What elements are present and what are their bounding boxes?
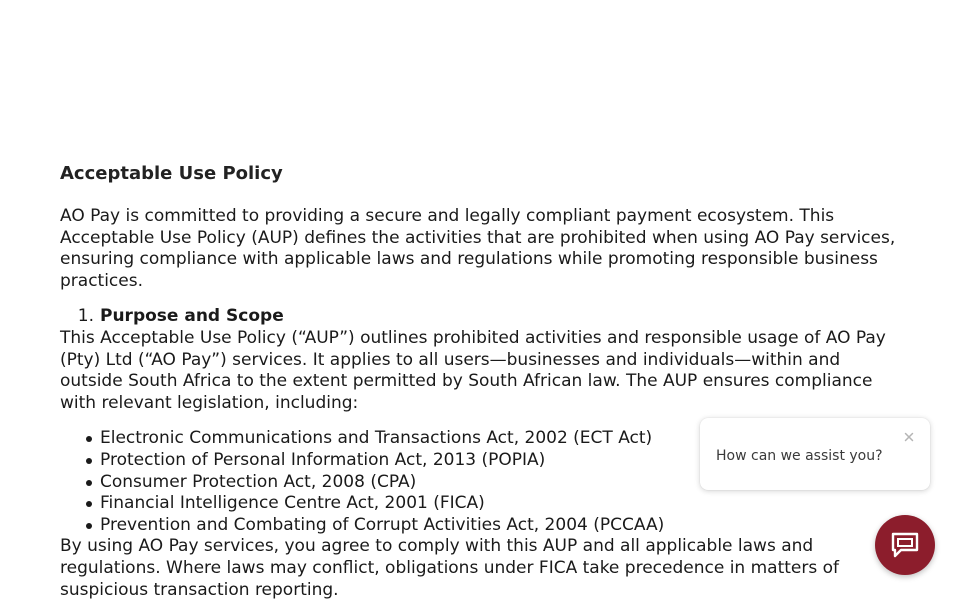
bullet-icon bbox=[86, 523, 92, 529]
list-item bbox=[60, 515, 905, 537]
policy-intro: AO Pay is committed to providing a secure and legally compliant payment ecosystem. This Acceptable Use Policy (AUP) defines the activities that are prohibited when using AO Pay services, ensuring compliance with applicable laws and regulations while promoting responsible business practices. bbox=[60, 206, 896, 291]
list-item-text: Consumer Protection Act, 2008 (CPA) bbox=[100, 471, 417, 492]
bullet-icon bbox=[86, 480, 92, 486]
chat-popup[interactable] bbox=[700, 418, 930, 490]
section-heading bbox=[60, 306, 905, 328]
policy-content bbox=[60, 162, 905, 600]
section-closing: By using AO Pay services, you agree to comply with this AUP and all applicable laws and regulations. Where laws may conflict, obligations under FICA take precedence in matters of suspicious transaction reporting. bbox=[60, 536, 840, 600]
bullet-icon bbox=[86, 458, 92, 464]
chat-prompt: How can we assist you? bbox=[716, 448, 883, 464]
page-title: Acceptable Use Policy bbox=[60, 163, 283, 184]
bullet-icon bbox=[86, 501, 92, 507]
bullet-icon bbox=[86, 436, 92, 442]
chat-bubble-icon bbox=[890, 531, 920, 559]
list-item bbox=[60, 493, 905, 515]
section-number: 1. bbox=[77, 306, 94, 327]
close-icon[interactable] bbox=[903, 428, 915, 440]
list-item-text: Financial Intelligence Centre Act, 2001 (FICA) bbox=[100, 493, 485, 514]
close-icon-glyph bbox=[903, 431, 915, 443]
chat-launcher-button[interactable] bbox=[875, 515, 935, 575]
list-item-text: Electronic Communications and Transactions Act, 2002 (ECT Act) bbox=[100, 428, 653, 449]
section-body: This Acceptable Use Policy (“AUP”) outlines prohibited activities and responsible usage of AO Pay (Pty) Ltd (“AO Pay”) services. It applies to all users—businesses and individuals—within and outside South Africa to the extent permitted by South African law. The AUP ensures compliance with relevant legislation, including: bbox=[60, 327, 886, 413]
list-item-text: Protection of Personal Information Act, 2013 (POPIA) bbox=[100, 449, 546, 470]
section-title: Purpose and Scope bbox=[100, 306, 284, 327]
list-item-text: Prevention and Combating of Corrupt Activities Act, 2004 (PCCAA) bbox=[100, 514, 665, 535]
